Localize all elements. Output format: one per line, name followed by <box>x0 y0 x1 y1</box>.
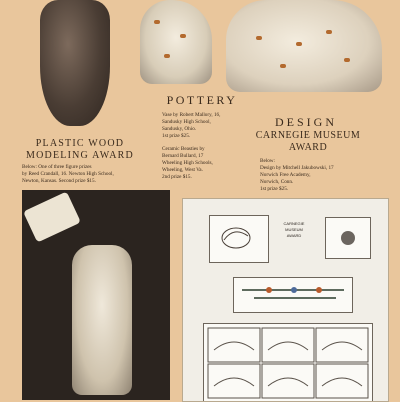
pattern-grid-icon <box>204 324 372 402</box>
caption-line: by Reed Crandall, 16. Newton High School, <box>22 171 114 177</box>
caption-line: 2nd prize $15. <box>162 174 192 180</box>
pottery-caption-vase <box>162 112 220 140</box>
glaze-spot <box>164 54 170 58</box>
bird-icon <box>210 216 268 262</box>
vase-photo <box>32 0 118 130</box>
design-panel <box>325 217 371 259</box>
plastic-wood-title-line1: PLASTIC WOOD <box>35 138 125 149</box>
emblem-icon <box>326 218 370 258</box>
design-caption <box>260 158 334 193</box>
caption-line: Below: <box>260 158 275 164</box>
plastic-wood-caption <box>22 164 114 185</box>
caption-line: Ceramic Beasties by <box>162 146 205 152</box>
plastic-wood-heading <box>20 138 140 162</box>
glaze-spot <box>344 58 350 62</box>
statue-photo <box>22 190 170 400</box>
glaze-spot <box>326 30 332 34</box>
glaze-spot <box>280 64 286 68</box>
lion-figurine-large <box>226 0 382 92</box>
caption-line: 1st prize $25. <box>162 133 191 139</box>
design-panel <box>209 215 269 263</box>
design-subtitle <box>248 130 368 154</box>
design-subtitle-line2: AWARD <box>288 142 328 153</box>
design-panel-label <box>277 221 311 239</box>
glaze-spot <box>180 34 186 38</box>
caption-line: Newton, Kansas. Second prize $15. <box>22 178 96 184</box>
caption-line: Sandusky High School, <box>162 119 211 125</box>
design-panel <box>203 323 373 402</box>
caption-line: Bernard Bullard, 17 <box>162 153 204 159</box>
caption-line: Sandusky, Ohio. <box>162 126 197 132</box>
design-subtitle-line1: CARNEGIE MUSEUM <box>255 130 361 141</box>
design-photo <box>182 198 389 402</box>
design-panel <box>233 277 353 313</box>
caption-line: Below: One of three figure prizes <box>22 164 92 170</box>
caption-line: Norwich Free Academy, <box>260 172 311 178</box>
glaze-spot <box>256 36 262 40</box>
pottery-caption-beasties <box>162 146 213 181</box>
vase-image <box>40 0 110 126</box>
pattern-icon <box>234 278 352 312</box>
caption-line: Norwich, Conn. <box>260 179 294 185</box>
flag-image <box>23 191 81 242</box>
design-title: DESIGN <box>275 115 337 129</box>
pottery-title: POTTERY <box>166 93 238 107</box>
statue-image <box>72 245 132 395</box>
plastic-wood-title-line2: MODELING AWARD <box>26 150 134 161</box>
panel-label-line: CARNEGIE <box>283 221 305 226</box>
caption-line: Wheeling, West Va. <box>162 167 203 173</box>
caption-line: Vase by Robert Mallory, 16, <box>162 112 221 118</box>
glaze-spot <box>154 20 160 24</box>
panel-label-line: AWARD <box>286 233 302 238</box>
caption-line: Design by Mitchell Jakubowski, 17 <box>260 165 334 171</box>
glaze-spot <box>296 42 302 46</box>
panel-label-line: MUSEUM <box>285 227 303 232</box>
caption-line: Wheeling High Schools, <box>162 160 213 166</box>
lion-figurine-small <box>140 0 212 84</box>
caption-line: 1st prize $25. <box>260 186 289 192</box>
